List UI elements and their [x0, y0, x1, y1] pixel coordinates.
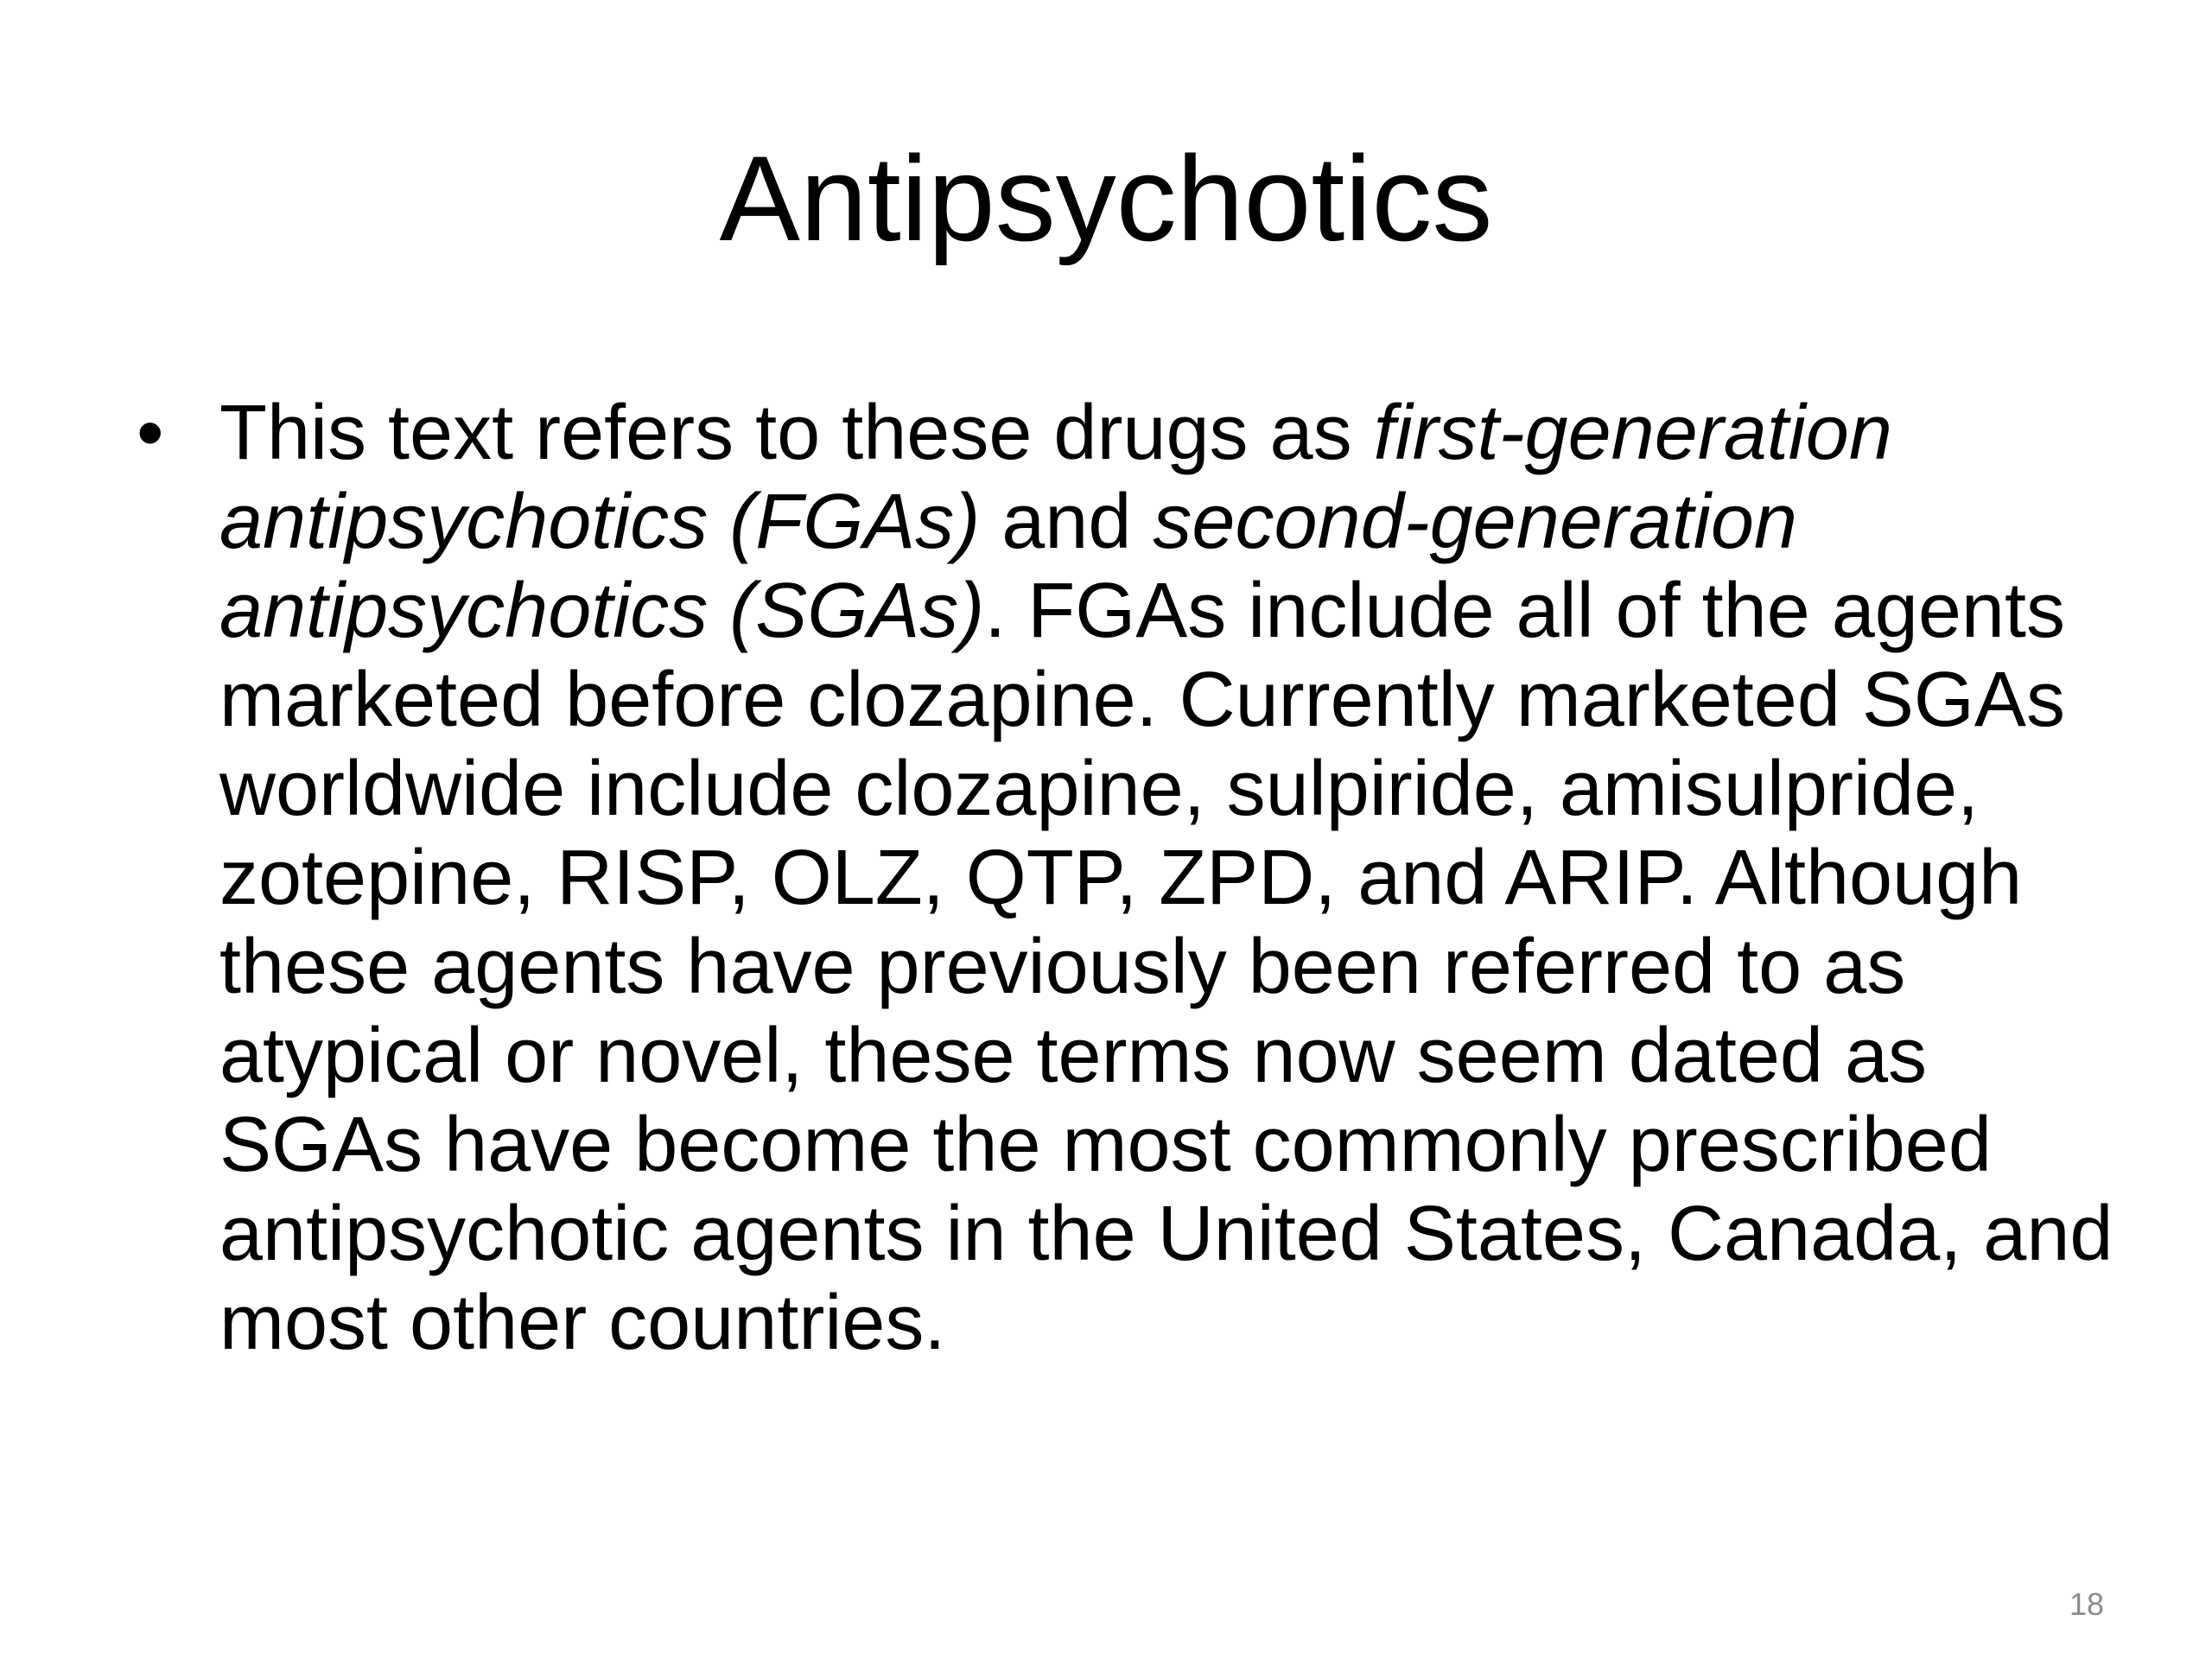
bullet-text-emphasis: second-generation antipsychotics (SGAs) — [219, 479, 1797, 654]
bullet-text-segment: and — [980, 479, 1154, 565]
bullet-text-emphasis: first-generation antipsychotics (FGAs) — [219, 390, 1892, 565]
slide-number: 18 — [2069, 1586, 2104, 1622]
bullet-text — [219, 390, 2113, 1366]
bullet-list — [130, 389, 2134, 1368]
bullet-text-segment: This text refers to these drugs as — [219, 390, 1374, 476]
bullet-item — [130, 389, 2134, 1368]
bullet-text-segment: . FGAs include all of the agents marketed before clozapine. Currently marketed SGAs worldwide include clozapine, sulpiride, amisulpride, zotepine, RISP, OLZ, QTP, ZPD, and ARIP. Although these agents have previously been referred to as atypical or novel, these terms now seem dated as SGAs have become the most commonly prescribed antipsychotic agents in the United States, Canada, and most other countries. — [219, 568, 2113, 1366]
bullet-marker: • — [137, 390, 164, 476]
slide-title: Antipsychotics — [719, 130, 1493, 266]
